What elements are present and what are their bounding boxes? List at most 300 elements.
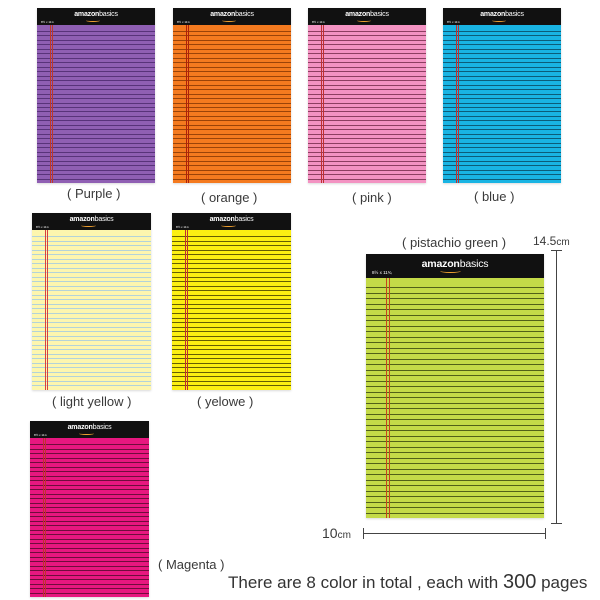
ruled-line [172, 358, 291, 359]
ruled-line [308, 89, 426, 90]
ruled-line [366, 513, 544, 514]
label-pink: ( pink ) [352, 190, 392, 205]
ruled-line [172, 345, 291, 346]
ruled-line [30, 593, 149, 594]
ruled-line [366, 502, 544, 503]
amazonbasics-logo [173, 11, 291, 18]
margin-line [52, 25, 53, 183]
ruled-lines [32, 230, 151, 390]
logo-word-amazon: amazon [209, 216, 235, 224]
ruled-line [32, 385, 151, 386]
ruled-line [32, 322, 151, 323]
ruled-line [366, 293, 544, 294]
ruled-line [37, 116, 155, 117]
ruled-line [37, 170, 155, 171]
ruled-line [32, 336, 151, 337]
ruled-line [308, 174, 426, 175]
ruled-line [366, 304, 544, 305]
label-yellow: ( yelowe ) [197, 394, 254, 409]
margin-line [187, 230, 188, 390]
margin-line [47, 230, 48, 390]
ruled-line [443, 35, 561, 36]
ruled-line [173, 103, 291, 104]
ruled-line [308, 58, 426, 59]
ruled-line [172, 331, 291, 332]
footer-page-count: 300 [502, 571, 537, 593]
ruled-line [366, 375, 544, 376]
ruled-line [366, 309, 544, 310]
ruled-line [443, 80, 561, 81]
margin-line [45, 438, 46, 597]
ruled-line [173, 98, 291, 99]
ruled-line [37, 143, 155, 144]
notepad-size-text: 8½ x 11¾ [176, 224, 190, 229]
logo-word-basics: basics [94, 216, 114, 224]
ruled-line [173, 152, 291, 153]
ruled-line [172, 376, 291, 377]
ruled-line [37, 161, 155, 162]
margin-line [323, 25, 324, 183]
ruled-line [30, 467, 149, 468]
ruled-line [443, 62, 561, 63]
ruled-line [172, 308, 291, 309]
ruled-line [32, 245, 151, 246]
ruled-line [366, 436, 544, 437]
ruled-line [443, 129, 561, 130]
ruled-line [173, 80, 291, 81]
ruled-line [32, 268, 151, 269]
ruled-line [32, 272, 151, 273]
ruled-line [37, 31, 155, 32]
ruled-line [173, 125, 291, 126]
ruled-line [443, 152, 561, 153]
amazonbasics-logo [172, 216, 291, 223]
ruled-line [443, 89, 561, 90]
margin-line [43, 438, 44, 597]
notepad-size-text: 8½ x 11¾ [177, 20, 190, 24]
ruled-line [37, 89, 155, 90]
ruled-line [32, 318, 151, 319]
ruled-line [30, 570, 149, 571]
ruled-line [172, 304, 291, 305]
ruled-line [173, 116, 291, 117]
ruled-line [30, 584, 149, 585]
ruled-line [173, 94, 291, 95]
ruled-line [172, 268, 291, 269]
ruled-line [366, 447, 544, 448]
logo-word-basics: basics [505, 11, 524, 19]
ruled-line [308, 31, 426, 32]
ruled-line [172, 281, 291, 282]
ruled-line [173, 40, 291, 41]
ruled-line [32, 286, 151, 287]
logo-smile-icon [79, 432, 93, 435]
ruled-line [366, 364, 544, 365]
ruled-line [37, 53, 155, 54]
label-purple: ( Purple ) [67, 186, 121, 201]
ruled-line [30, 476, 149, 477]
ruled-lines [366, 278, 544, 518]
ruled-line [308, 129, 426, 130]
ruled-line [37, 156, 155, 157]
ruled-line [32, 358, 151, 359]
ruled-line [30, 489, 149, 490]
ruled-line [443, 40, 561, 41]
ruled-line [37, 107, 155, 108]
ruled-line [443, 44, 561, 45]
ruled-line [443, 161, 561, 162]
ruled-line [30, 552, 149, 553]
ruled-line [173, 44, 291, 45]
ruled-line [366, 496, 544, 497]
height-unit: cm [556, 237, 570, 248]
ruled-line [32, 281, 151, 282]
footer-text-before: There are 8 color in total , each with [228, 573, 503, 592]
ruled-line [172, 385, 291, 386]
ruled-line [37, 67, 155, 68]
ruled-line [32, 236, 151, 237]
ruled-line [308, 35, 426, 36]
ruled-line [443, 31, 561, 32]
ruled-line [172, 259, 291, 260]
ruled-line [32, 349, 151, 350]
label-magenta: ( Magenta ) [158, 557, 225, 572]
ruled-line [30, 449, 149, 450]
ruled-line [37, 44, 155, 45]
ruled-line [366, 348, 544, 349]
ruled-line [172, 372, 291, 373]
ruled-line [32, 345, 151, 346]
ruled-line [366, 392, 544, 393]
ruled-line [366, 491, 544, 492]
ruled-line [30, 575, 149, 576]
ruled-line [366, 298, 544, 299]
height-dimension-line [556, 250, 557, 524]
ruled-line [308, 85, 426, 86]
ruled-line [172, 381, 291, 382]
amazonbasics-logo [443, 11, 561, 18]
width-dimension-cap-right [545, 528, 546, 539]
ruled-line [37, 58, 155, 59]
ruled-line [37, 111, 155, 112]
ruled-line [30, 512, 149, 513]
ruled-line [32, 304, 151, 305]
ruled-line [37, 129, 155, 130]
ruled-line [173, 67, 291, 68]
notepad-pink [308, 8, 426, 183]
ruled-lines [308, 25, 426, 183]
ruled-line [172, 236, 291, 237]
ruled-line [173, 147, 291, 148]
ruled-line [308, 67, 426, 68]
logo-smile-icon [492, 19, 506, 22]
ruled-line [366, 430, 544, 431]
notepad-pistachio-green [366, 254, 544, 518]
ruled-line [173, 170, 291, 171]
margin-line [389, 278, 390, 518]
ruled-line [37, 147, 155, 148]
notepad-size-text: 8½ x 11¾ [34, 432, 48, 437]
ruled-line [173, 129, 291, 130]
ruled-line [366, 425, 544, 426]
ruled-line [366, 359, 544, 360]
ruled-line [173, 49, 291, 50]
ruled-line [308, 62, 426, 63]
ruled-line [443, 125, 561, 126]
ruled-line [366, 474, 544, 475]
ruled-line [308, 165, 426, 166]
ruled-line [32, 327, 151, 328]
ruled-line [443, 53, 561, 54]
ruled-line [308, 156, 426, 157]
notepad-magenta [30, 421, 149, 597]
ruled-line [366, 397, 544, 398]
ruled-line [308, 53, 426, 54]
ruled-line [30, 525, 149, 526]
ruled-line [172, 322, 291, 323]
ruled-line [366, 452, 544, 453]
ruled-line [30, 503, 149, 504]
amazonbasics-logo [30, 424, 149, 431]
ruled-line [173, 107, 291, 108]
notepad-orange [173, 8, 291, 183]
amazonbasics-logo [37, 11, 155, 18]
logo-smile-icon [357, 19, 371, 22]
ruled-line [30, 444, 149, 445]
ruled-line [366, 419, 544, 420]
ruled-line [443, 71, 561, 72]
ruled-line [30, 534, 149, 535]
ruled-line [366, 485, 544, 486]
notepad-size-text: 8½ x 11¾ [447, 20, 460, 24]
ruled-line [443, 111, 561, 112]
ruled-line [443, 85, 561, 86]
notepad-purple [37, 8, 155, 183]
width-unit: cm [337, 530, 351, 541]
ruled-line [366, 326, 544, 327]
ruled-line [308, 111, 426, 112]
notepad-size-text: 8½ x 11¾ [372, 270, 392, 276]
ruled-line [366, 469, 544, 470]
ruled-line [30, 561, 149, 562]
ruled-line [172, 367, 291, 368]
logo-smile-icon [440, 269, 461, 273]
ruled-line [37, 152, 155, 153]
ruled-line [173, 120, 291, 121]
ruled-line [173, 58, 291, 59]
ruled-line [173, 174, 291, 175]
ruled-line [173, 31, 291, 32]
ruled-line [37, 125, 155, 126]
ruled-line [443, 165, 561, 166]
ruled-line [32, 254, 151, 255]
ruled-line [443, 58, 561, 59]
ruled-line [37, 174, 155, 175]
ruled-line [32, 313, 151, 314]
ruled-line [30, 539, 149, 540]
ruled-line [32, 363, 151, 364]
ruled-line [366, 287, 544, 288]
ruled-line [443, 143, 561, 144]
ruled-line [443, 134, 561, 135]
ruled-line [308, 120, 426, 121]
ruled-line [443, 120, 561, 121]
logo-word-basics: basics [370, 11, 389, 19]
ruled-line [308, 107, 426, 108]
ruled-line [32, 331, 151, 332]
ruled-line [308, 98, 426, 99]
ruled-line [173, 35, 291, 36]
ruled-line [172, 327, 291, 328]
ruled-line [32, 354, 151, 355]
height-dimension-label [533, 234, 570, 248]
ruled-line [443, 147, 561, 148]
margin-line [188, 25, 189, 183]
ruled-line [30, 521, 149, 522]
ruled-line [30, 557, 149, 558]
ruled-line [443, 179, 561, 180]
ruled-line [30, 498, 149, 499]
ruled-line [173, 138, 291, 139]
ruled-line [37, 85, 155, 86]
ruled-line [172, 363, 291, 364]
logo-word-basics: basics [92, 424, 112, 432]
ruled-line [173, 161, 291, 162]
notepad-size-text: 8½ x 11¾ [36, 224, 50, 229]
height-dimension-cap-top [551, 250, 562, 251]
margin-line [45, 230, 46, 390]
logo-word-basics: basics [234, 216, 254, 224]
ruled-line [172, 263, 291, 264]
logo-word-basics: basics [99, 11, 118, 19]
ruled-line [308, 44, 426, 45]
ruled-line [30, 453, 149, 454]
ruled-line [32, 381, 151, 382]
ruled-lines [30, 438, 149, 597]
ruled-line [308, 49, 426, 50]
ruled-line [366, 507, 544, 508]
ruled-line [30, 471, 149, 472]
ruled-line [172, 245, 291, 246]
logo-word-amazon: amazon [421, 258, 460, 271]
footer-text-after: pages [536, 573, 588, 592]
ruled-line [37, 138, 155, 139]
ruled-line [37, 80, 155, 81]
ruled-line [32, 290, 151, 291]
ruled-lines [172, 230, 291, 390]
ruled-line [366, 458, 544, 459]
ruled-line [308, 80, 426, 81]
width-dimension-cap-left [363, 528, 364, 539]
logo-word-amazon: amazon [345, 11, 371, 19]
ruled-line [308, 161, 426, 162]
logo-smile-icon [221, 224, 235, 227]
ruled-line [366, 331, 544, 332]
ruled-line [443, 138, 561, 139]
margin-line [321, 25, 322, 183]
ruled-line [30, 543, 149, 544]
height-dimension-cap-bottom [551, 523, 562, 524]
ruled-line [37, 165, 155, 166]
ruled-line [32, 259, 151, 260]
margin-line [50, 25, 51, 183]
ruled-line [308, 170, 426, 171]
ruled-line [443, 49, 561, 50]
ruled-line [32, 372, 151, 373]
logo-smile-icon [81, 224, 95, 227]
ruled-line [30, 462, 149, 463]
ruled-line [30, 566, 149, 567]
ruled-line [443, 107, 561, 108]
ruled-line [173, 89, 291, 90]
ruled-line [172, 299, 291, 300]
ruled-line [172, 295, 291, 296]
ruled-line [173, 165, 291, 166]
ruled-line [443, 67, 561, 68]
ruled-line [308, 147, 426, 148]
label-blue: ( blue ) [474, 189, 515, 204]
ruled-line [32, 277, 151, 278]
label-pistachio-green: ( pistachio green ) [402, 235, 507, 250]
margin-line [458, 25, 459, 183]
ruled-line [443, 98, 561, 99]
width-dimension-label [322, 525, 351, 541]
logo-word-basics: basics [235, 11, 254, 19]
ruled-line [30, 516, 149, 517]
ruled-line [30, 458, 149, 459]
logo-word-amazon: amazon [210, 11, 236, 19]
ruled-line [32, 250, 151, 251]
ruled-line [443, 116, 561, 117]
ruled-line [366, 408, 544, 409]
ruled-line [173, 134, 291, 135]
ruled-line [37, 35, 155, 36]
ruled-line [37, 62, 155, 63]
ruled-line [172, 318, 291, 319]
ruled-line [366, 320, 544, 321]
ruled-line [37, 179, 155, 180]
ruled-line [308, 94, 426, 95]
ruled-lines [443, 25, 561, 183]
ruled-line [172, 277, 291, 278]
ruled-line [443, 103, 561, 104]
ruled-line [37, 103, 155, 104]
ruled-line [37, 134, 155, 135]
ruled-line [172, 286, 291, 287]
label-orange: ( orange ) [201, 190, 258, 205]
amazonbasics-logo [32, 216, 151, 223]
ruled-line [308, 125, 426, 126]
logo-smile-icon [86, 19, 100, 22]
margin-line [456, 25, 457, 183]
ruled-line [172, 354, 291, 355]
ruled-line [32, 367, 151, 368]
ruled-line [37, 120, 155, 121]
ruled-line [32, 299, 151, 300]
ruled-line [443, 156, 561, 157]
ruled-line [32, 376, 151, 377]
logo-word-amazon: amazon [67, 424, 93, 432]
ruled-line [30, 494, 149, 495]
ruled-line [366, 381, 544, 382]
ruled-line [366, 386, 544, 387]
ruled-line [32, 295, 151, 296]
ruled-line [172, 336, 291, 337]
ruled-line [308, 143, 426, 144]
ruled-line [32, 308, 151, 309]
logo-word-amazon: amazon [74, 11, 100, 19]
notepad-size-text: 8½ x 11¾ [41, 20, 54, 24]
